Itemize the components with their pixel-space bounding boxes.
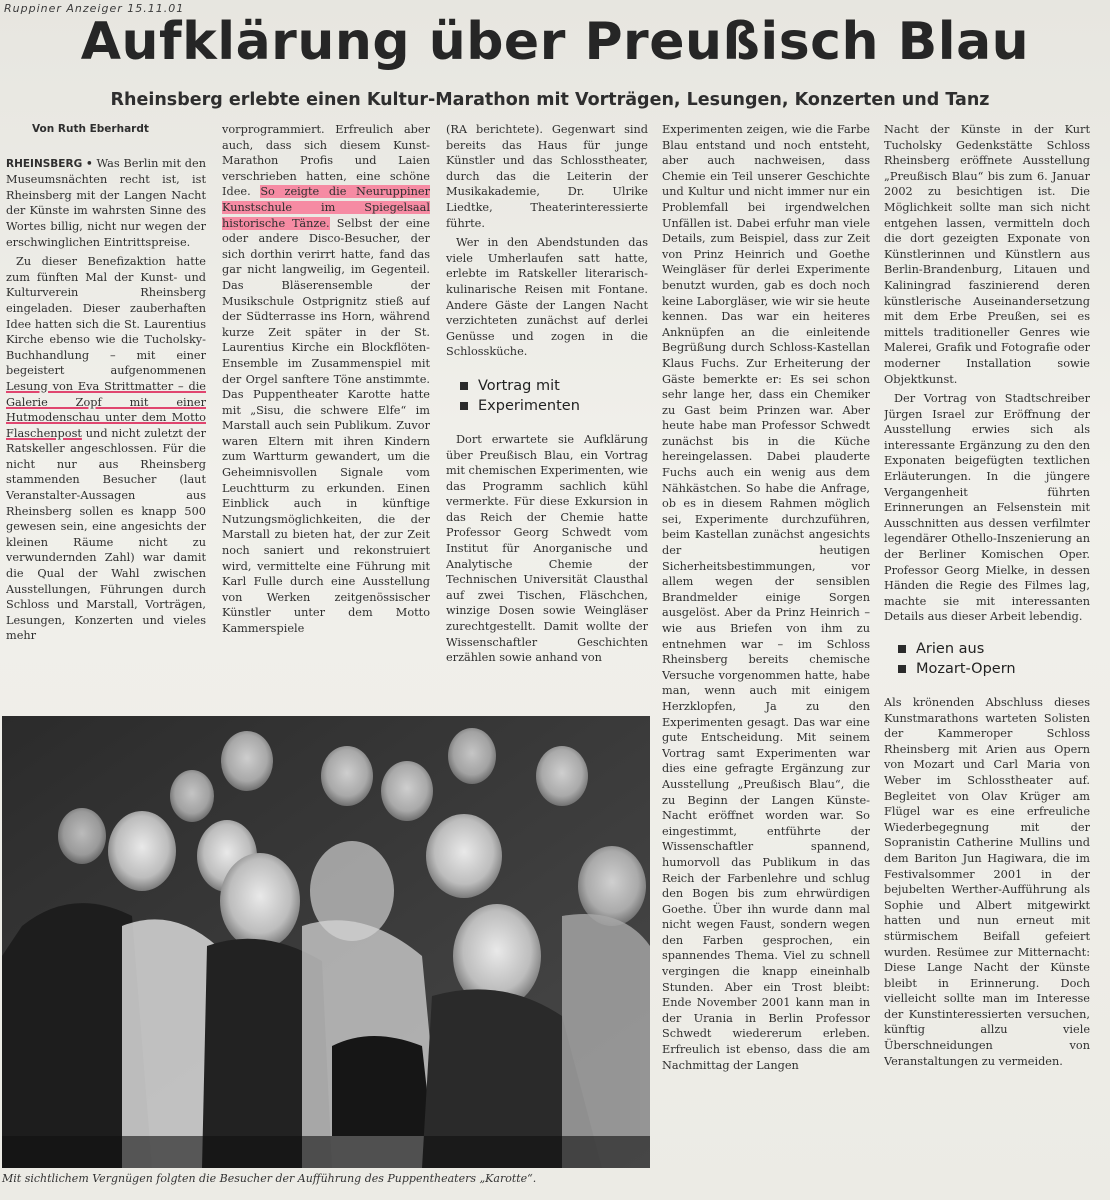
- paragraph: Wer in den Abendstunden das viele Umherlaufen satt hatte, erlebte im Ratskeller literarisch-kulinarische Reisen mit Fontane. Andere Gäste der Langen Nacht verzichteten zunächst auf derlei Genüsse und zogen in die Schlossküche.: [446, 236, 648, 359]
- column-1: [6, 122, 206, 688]
- dateline: RHEINSBERG •: [6, 157, 93, 170]
- bullet-icon: [460, 382, 468, 390]
- paragraph: Als krönenden Abschluss dieses Kunstmarathons warteten Solisten der Kammeroper Schloss Rheinsberg mit Arien aus Opern von Mozart und Carl Maria von Weber im Schlosstheater auf. Begleitet von Olav Krüger am Flügel war es eine erfreuliche Wiederbegegnung mit der Sopranistin Catherine Mullins und dem Bariton Jun Hagiwara, die im Festivalsommer 2001 in der bejubelten Werther-Aufführung als Sophie und Albert mitgewirkt hatten und nun erneut mit stürmischem Beifall gefeiert wurden. Resümee zur Mitternacht: Diese Lange Nacht der Künste bleibt in Erinnerung. Doch vielleicht sollte man im Interesse der Kunstinteressierten versuchen, künftig allzu viele Überschneidungen von Veranstaltungen zu vermeiden.: [884, 696, 1090, 1068]
- paragraph: Experimenten zeigen, wie die Farbe Blau entstand und noch entsteht, aber auch nachweisen, dass Chemie ein Teil unserer Geschichte und Kultur und nicht immer nur ein Problemfall bei irgendwelchen Unfällen ist. Dabei erfuhr man viele Details, zum Beispiel, dass zur Zeit von Prinz Heinrich und Goethe Weingläser für derlei Experimente benutzt wurden, gab es doch noch keine Laborgläser, wie wir sie heute kennen. Das war ein heiteres Anknüpfen an die einleitende Begrüßung durch Schloss-Kastellan Klaus Fuchs. Zur Erheiterung der Gäste bemerkte er: Es sei schon sehr lange her, dass ein Chemiker zu Gast beim Prinzen war. Aber heute habe man Professor Schwedt zunächst bis in die Küche hereingelassen. Dabei plauderte Fuchs auch ein wenig aus dem Nähkästchen. So habe die Anfrage, ob es in diesem Rahmen möglich sei, Experimente durchzuführen, beim Kastellan zunächst angesichts der heutigen Sicherheitsbestimmungen, vor allem wegen der sensiblen Brandmelder einige Sorgen ausgelöst. Aber da Prinz Heinrich – wie aus Briefen von ihm zu entnehmen war – im Schloss Rheinsberg bereits chemische Versuche vorgenommen hatte, habe man, wenn auch mit einigem Herzklopfen, Ja zu den Experimenten gesagt. Das war eine gute Entscheidung. Mit seinem Vortrag samt Experimenten war dies eine gefragte Ergänzung zur Ausstellung „Preußisch Blau“, die zu Beginn der Langen Künste-Nacht eröffnet worden war. So eingestimmt, entführte der Wissenschaftler spannend, humorvoll das Publikum in das Reich der Farbenlehre und schlug den Bogen bis zum ehrwürdigen Goethe. Über ihn wurde dann mal nicht wegen Faust, sondern wegen den Farben gesprochen, ein spannendes Thema. Viel zu schnell vergingen die knapp eineinhalb Stunden. Aber ein Trost bleibt: Ende November 2001 kann man in der Urania in Berlin Professor Schwedt wiedererum erleben. Erfreulich ist ebenso, dass die am Nachmittag der Langen: [662, 123, 870, 1072]
- handwritten-source-note: Ruppiner Anzeiger 15.11.01: [4, 2, 185, 15]
- paragraph: Dort erwartete sie Aufklärung über Preußisch Blau, ein Vortrag mit chemischen Experimenten, wie das Programm sachlich kühl vermerkte. Für diese Exkursion in das Reich der Chemie hatte Professor Georg Schwedt vom Institut für Anorganische und Analytische Chemie der Technischen Universität Clausthal auf zwei Tischen, Fläschchen, winzige Dosen sowie Weingläser zurechtgestellt. Damit wollte der Wissenschaftler Geschichten erzählen sowie anhand von: [446, 432, 648, 665]
- paragraph: Zu dieser Benefizaktion hatte zum fünften Mal der Kunst- und Kulturverein Rheinsberg eingeladen. Dieser zauberhaften Idee hatten sich die St. Laurentius Kirche ebenso wie die Tucholsky-Buchhandlung – mit einer begeistert aufgenommenen Lesung von Eva Strittmatter – die Galerie Zopf mit einer Hutmodenschau unter dem Motto Flaschenpost und nicht zuletzt der Ratskeller angeschlossen. Für die nicht nur aus Rheinsberg stammenden Besucher (laut Veranstalter-Aussagen aus Rheinsberg sollen es knapp 500 gewesen sein, eine angesichts der kleinen Räume nicht zu verwundernden Zahl) war damit die Qual der Wahl zwischen Ausstellungen, Führungen durch Schloss und Marstall, Vorträgen, Lesungen, Konzerten und vieles mehr: [6, 255, 206, 643]
- paragraph: Der Vortrag von Stadtschreiber Jürgen Israel zur Eröffnung der Ausstellung erwies sich als interessante Ergänzung zu den den Exponaten beigefügten textlichen Erläuterungen. In die jüngere Vergangenheit führten Erinnerungen an Felsenstein mit Ausschnitten aus dessen verfilmter legendärer Othello-Inszenierung an der Berliner Komischen Oper. Professor Georg Mielke, in dessen Händen die Regie des Filmes lag, machte sie mit interessanten Details aus dieser Arbeit lebendig.: [884, 392, 1090, 624]
- intertitle: Arien aus Mozart-Opern: [884, 639, 1090, 679]
- column-2: [222, 122, 430, 688]
- photo-caption: Mit sichtlichem Vergnügen folgten die Besucher der Aufführung des Puppentheaters „Karotte“.: [2, 1172, 537, 1185]
- highlighted-passage: Lesung von Eva Strittmatter – die Galerie Zopf mit einer Hutmodenschau unter dem Motto Flaschenpost: [6, 379, 206, 440]
- column-4: [662, 122, 870, 1192]
- byline: Von Ruth Eberhardt: [32, 123, 149, 135]
- article-subheadline: Rheinsberg erlebte einen Kultur-Marathon mit Vorträgen, Lesungen, Konzerten und Tanz: [110, 90, 990, 110]
- column-3: [446, 122, 648, 688]
- intertitle: Vortrag mit Experimenten: [446, 376, 648, 416]
- bullet-icon: [460, 402, 468, 410]
- article-headline: Aufklärung über Preußisch Blau: [80, 12, 1030, 72]
- paragraph: Nacht der Künste in der Kurt Tucholsky Gedenkstätte Schloss Rheinsberg eröffnete Ausstellung „Preußisch Blau“ bis zum 6. Januar 2002 zu besichtigen ist. Die Möglichkeit sollte man sich nicht entgehen lassen, vermitteln doch die dort gezeigten Exponate von Künstlerinnen und Künstlern aus Berlin-Brandenburg, Litauen und Kaliningrad faszinierend deren künstlerische Auseinandersetzung mit dem Erbe Preußen, sei es mittels traditioneller Genres wie Malerei, Grafik und Fotografie oder moderner Installation sowie Objektkunst.: [884, 123, 1090, 386]
- bullet-icon: [898, 665, 906, 673]
- paragraph: vorprogrammiert. Erfreulich aber auch, dass sich diesem Kunst-Marathon Profis und Laien verschrieben hatten, eine schöne Idee. So zeigte die Neuruppiner Kunstschule im Spiegelsaal historische Tänze. Selbst der eine oder andere Disco-Besucher, der sich dorthin verirrt hatte, fand das gar nicht langweilig, im Gegenteil. Das Bläserensemble der Musikschule Ostprignitz stieß auf der Südterrasse ins Horn, während kurze Zeit später in der St. Laurentius Kirche ein Blockflöten-Ensemble im Zusammenspiel mit der Orgel sanftere Töne anstimmte. Das Puppentheater Karotte hatte mit „Sisu, die schwere Elfe“ im Marstall auch sein Publikum. Zuvor waren Eltern mit ihren Kindern zum Wartturm gewandert, um die Geheimnisvollen Signale vom Leuchtturm zu erkunden. Einen Einblick auch in künftige Nutzungsmöglichkeiten, die der Marstall zu bieten hat, der zur Zeit noch saniert und rekonstruiert wird, vermittelte eine Führung mit Karl Fulle durch eine Ausstellung von Werken zeitgenössischer Künstler unter dem Motto Kammerspiele: [222, 123, 430, 635]
- bullet-icon: [898, 645, 906, 653]
- highlighted-passage: So zeigte die Neuruppiner Kunstschule im Spiegelsaal historische Tänze.: [222, 185, 430, 230]
- paragraph-intro: RHEINSBERG • Was Berlin mit den Museumsnächten recht ist, ist Rheinsberg mit der Langen Nacht der Künste im wahrsten Sinne des Wortes billig, nicht nur wegen der erschwinglichen Eintrittspreise.: [6, 156, 206, 249]
- paragraph: (RA berichtete). Gegenwart sind bereits das Haus für junge Künstler und das Schlosstheater, durch das die Leiterin der Musikakademie, Dr. Ulrike Liedtke, Theaterinteressierte führte.: [446, 123, 648, 230]
- audience-photo: [2, 716, 650, 1168]
- column-5: [884, 122, 1090, 1192]
- children-audience-image: [2, 716, 650, 1168]
